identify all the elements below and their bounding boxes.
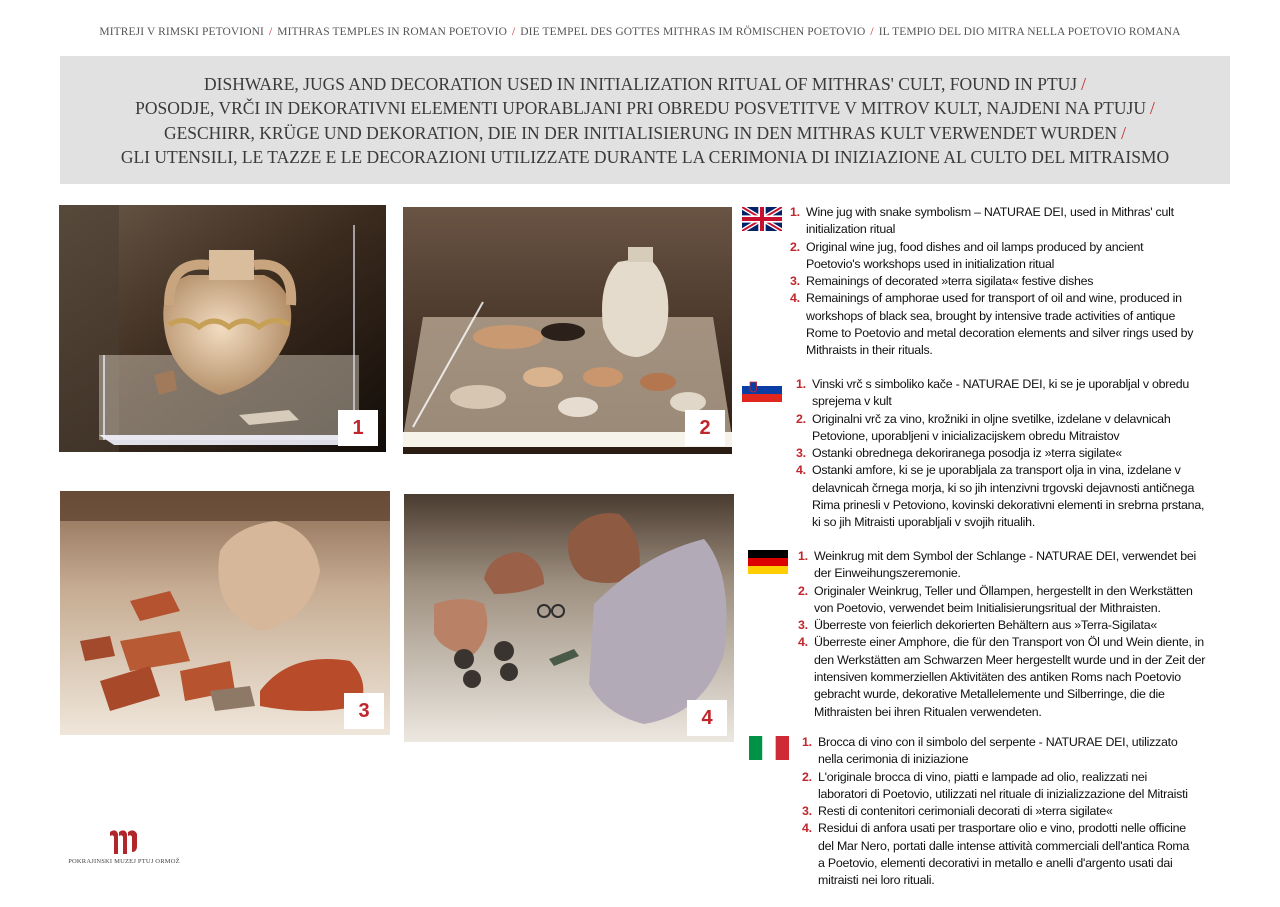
list-item: 1. Weinkrug mit dem Symbol der Schlange - NATURAE DEI, verwendet bei der Einweihungszeremonie. <box>798 549 1197 581</box>
list-item: 2. Originaler Weinkrug, Teller und Öllampen, hergestellt in den Werkstätten von Poetovio, verwendet beim Initialisierungsritual der Mithraisten. <box>798 583 1193 615</box>
list-item: 4. Ostanki amfore, ki se je uporabljala za transport olja in vina, izdelane v delavnicah črnega morja, ki so jih intenzivni trgovski dejavnosti antičnega Rima prinesli v Petoviono, kovinski dekorativni elementi in srebrna prstana, ki so jih Mitraisti uporabljali v svojih ritualih. <box>796 463 1205 530</box>
title-line-de: GESCHIRR, KRÜGE UND DEKORATION, DIE IN DER INITIALISIERUNG IN DEN MITHRAS KULT VERWENDET WURDEN / <box>163 122 1127 143</box>
list-item: 2. L'originale brocca di vino, piatti e lampade ad olio, realizzati nei laboratori di Poetovio, utilizzati nel rituale di inizializzazione del Mitraisti <box>802 769 1188 801</box>
slovenia-flag-icon <box>742 378 782 402</box>
title-line-it: GLI UTENSILI, LE TAZZE E LE DECORAZIONI UTILIZZATE DURANTE LA CERIMONIA DI INIZIAZIONE AL CULTO DEL MITRAISMO <box>120 147 1170 168</box>
photo-3-image <box>60 491 390 735</box>
header-part-en: MITHRAS TEMPLES IN ROMAN POETOVIO <box>277 26 507 38</box>
museum-logo-mark-icon <box>108 828 140 856</box>
list-item: 3. Remainings of decorated »terra sigilata« festive dishes <box>790 274 1094 289</box>
photo-2-label: 2 <box>685 410 725 446</box>
section-sl <box>796 376 1266 532</box>
header-part-sl: MITREJI V RIMSKI PETOVIONI <box>99 26 264 38</box>
list-item: 2. Original wine jug, food dishes and oil lamps produced by ancient Poetovio's workshops used in initialization ritual <box>790 239 1144 271</box>
photo-3-label: 3 <box>344 693 384 729</box>
uk-flag-icon <box>742 207 782 231</box>
photo-4 <box>404 494 734 742</box>
list-item: 3. Überreste von feierlich dekorierten Behältern aus »Terra-Sigilata« <box>798 618 1158 633</box>
title-line-sl: POSODJE, VRČI IN DEKORATIVNI ELEMENTI UPORABLJANI PRI OBREDU POSVETITVE V MITROV KULT, NAJDENI NA PTUJU / <box>135 98 1155 119</box>
list-item: 1. Vinski vrč s simboliko kače - NATURAE DEI, ki se je uporabljal v obredu sprejema v kult <box>796 377 1190 409</box>
germany-flag-icon <box>748 550 788 574</box>
photo-3 <box>60 491 390 735</box>
header-separator: / <box>268 26 273 38</box>
title-line-en: DISHWARE, JUGS AND DECORATION USED IN INITIALIZATION RITUAL OF MITHRAS' CULT, FOUND IN PTUJ / <box>204 74 1086 94</box>
photo-4-label: 4 <box>687 700 727 736</box>
museum-logo <box>64 828 184 868</box>
section-de <box>798 548 1268 721</box>
museum-logo-caption: POKRAJINSKI MUZEJ PTUJ ORMOŽ <box>68 858 180 865</box>
header-part-de: DIE TEMPEL DES GOTTES MITHRAS IM RÖMISCHEN POETOVIO <box>520 26 866 38</box>
italy-flag-icon <box>749 736 789 760</box>
photo-2-image <box>403 207 732 454</box>
list-item: 4. Remainings of amphorae used for transport of oil and wine, produced in workshops of black sea, brought by intensive trade activities of antique Rome to Poetovio and metal decoration elements and silver rings used by Mithraists in their rituals. <box>790 291 1194 358</box>
photo-2 <box>403 207 732 454</box>
list-item: 4. Residui di anfora usati per trasportare olio e vino, prodotti nelle officine del Mar Nero, portati dalle intense attività commerciali dell'antica Roma a Poetovio, elementi decorativi in metallo e anelli d'argento usati dai mitraisti nei loro rituali. <box>802 821 1190 888</box>
header-separator: / <box>511 26 516 38</box>
section-en <box>790 204 1270 360</box>
list-item: 4. Überreste einer Amphore, die für den Transport von Öl und Wein diente, in den Werkstätten am Schwarzen Meer hergestellt wurde und in der Zeit der intensiven kommerziellen Aktivitäten des antiken Roms nach Poetovio gebracht wurde, dekorative Metallelemente und Silberringe, die die Mithraisten bei ihren Ritualen verwendeten. <box>798 635 1206 719</box>
header-separator: / <box>870 26 874 38</box>
photo-4-image <box>404 494 734 742</box>
list-item: 1. Brocca di vino con il simbolo del serpente - NATURAE DEI, utilizzato nella cerimonia di iniziazione <box>802 735 1178 767</box>
top-header <box>0 26 1280 38</box>
list-item: 1. Wine jug with snake symbolism – NATURAE DEI, used in Mithras' cult initialization ritual <box>790 205 1174 237</box>
list-item: 2. Originalni vrč za vino, krožniki in oljne svetilke, izdelane v delavnicah Petovione, uporabljeni v inicializacijskem obredu Mitraistov <box>796 411 1171 443</box>
list-item: 3. Resti di contenitori cerimoniali decorati di »terra sigilate« <box>802 804 1113 819</box>
photo-1-label: 1 <box>338 410 378 446</box>
list-item: 3. Ostanki obrednega dekoriranega posodja iz »terra sigilate« <box>796 446 1122 461</box>
photo-1 <box>59 205 386 452</box>
section-it <box>802 734 1268 890</box>
photo-1-image <box>59 205 386 452</box>
title-box <box>60 56 1230 184</box>
header-part-it: IL TEMPIO DEL DIO MITRA NELLA POETOVIO ROMANA <box>878 26 1181 38</box>
